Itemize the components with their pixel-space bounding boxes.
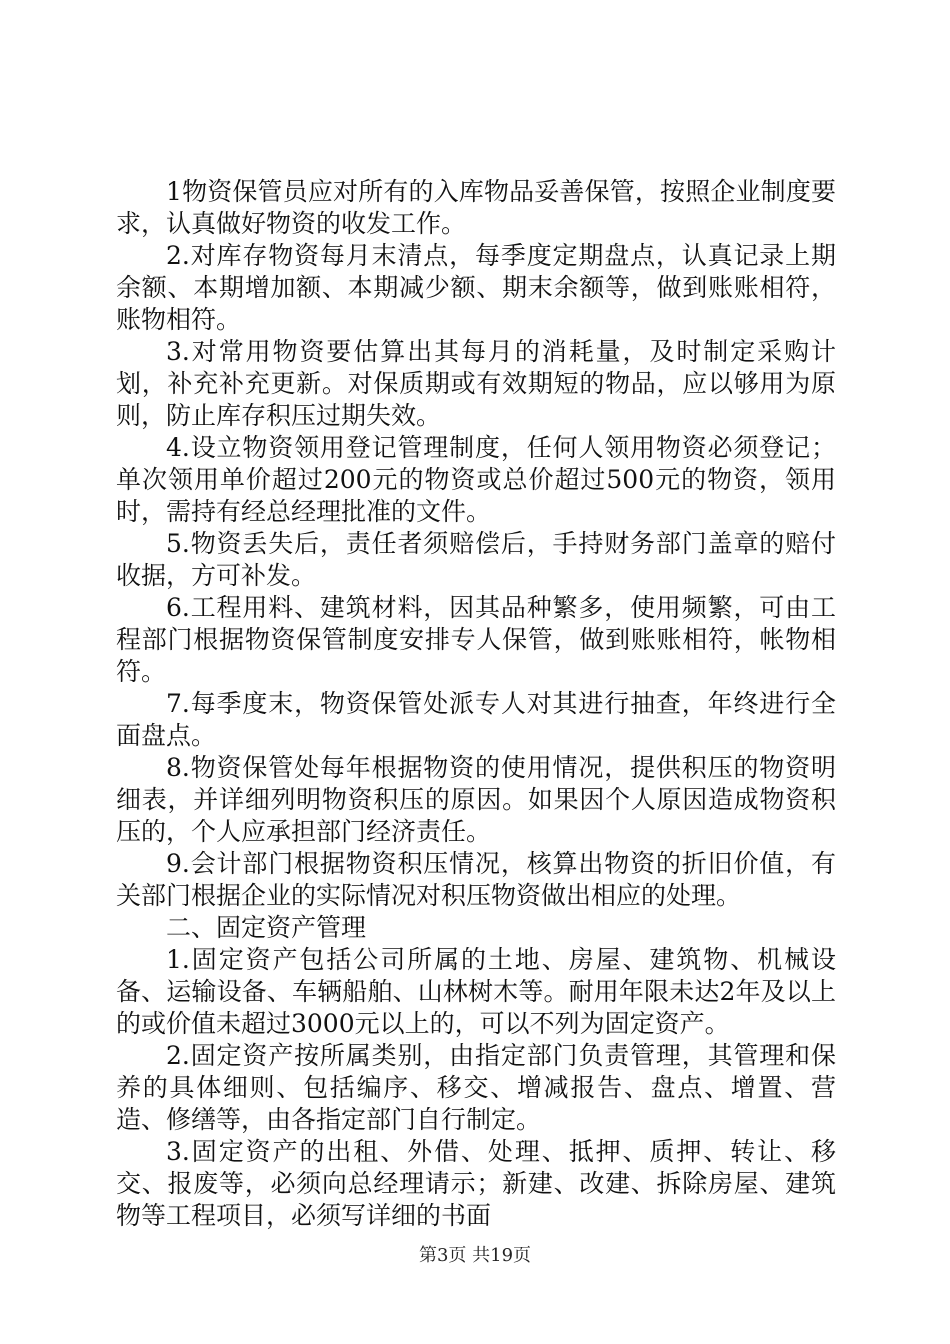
- paragraph-12: 3.固定资产的出租、外借、处理、抵押、质押、转让、移交、报废等，必须向总经理请示；新建、改建、拆除房屋、建筑物等工程项目，必须写详细的书面: [116, 1137, 836, 1230]
- document-body: [116, 176, 836, 1232]
- paragraph-3: 3.对常用物资要估算出其每月的消耗量，及时制定采购计划，补充补充更新。对保质期或有效期短的物品，应以够用为原则，防止库存积压过期失效。: [116, 337, 836, 430]
- page-footer: 第3页 共19页: [418, 1245, 532, 1266]
- paragraph-2: 2.对库存物资每月末清点，每季度定期盘点，认真记录上期余额、本期增加额、本期减少额、期末余额等，做到账账相符，账物相符。: [116, 241, 836, 334]
- paragraph-6: 6.工程用料、建筑材料，因其品种繁多，使用频繁，可由工程部门根据物资保管制度安排专人保管，做到账账相符，帐物相符。: [116, 593, 836, 686]
- paragraph-1: 1物资保管员应对所有的入库物品妥善保管，按照企业制度要求，认真做好物资的收发工作。: [116, 177, 836, 238]
- paragraph-8: 8.物资保管处每年根据物资的使用情况，提供积压的物资明细表，并详细列明物资积压的原因。如果因个人原因造成物资积压的，个人应承担部门经济责任。: [116, 753, 836, 846]
- paragraph-7: 7.每季度末，物资保管处派专人对其进行抽查，年终进行全面盘点。: [116, 689, 836, 750]
- section-heading-fixed-assets: 二、固定资产管理: [166, 913, 367, 942]
- paragraph-9: 9.会计部门根据物资积压情况，核算出物资的折旧价值，有关部门根据企业的实际情况对积压物资做出相应的处理。: [116, 849, 836, 910]
- paragraph-10: 1.固定资产包括公司所属的土地、房屋、建筑物、机械设备、运输设备、车辆船舶、山林树木等。耐用年限未达2年及以上的或价值未超过3000元以上的，可以不列为固定资产。: [116, 945, 836, 1038]
- paragraph-4: 4.设立物资领用登记管理制度，任何人领用物资必须登记；单次领用单价超过200元的物资或总价超过500元的物资，领用时，需持有经总经理批准的文件。: [116, 433, 836, 526]
- paragraph-5: 5.物资丢失后，责任者须赔偿后，手持财务部门盖章的赔付收据，方可补发。: [116, 529, 836, 590]
- paragraph-11: 2.固定资产按所属类别，由指定部门负责管理，其管理和保养的具体细则、包括编序、移交、增减报告、盘点、增置、营造、修缮等，由各指定部门自行制定。: [116, 1041, 836, 1134]
